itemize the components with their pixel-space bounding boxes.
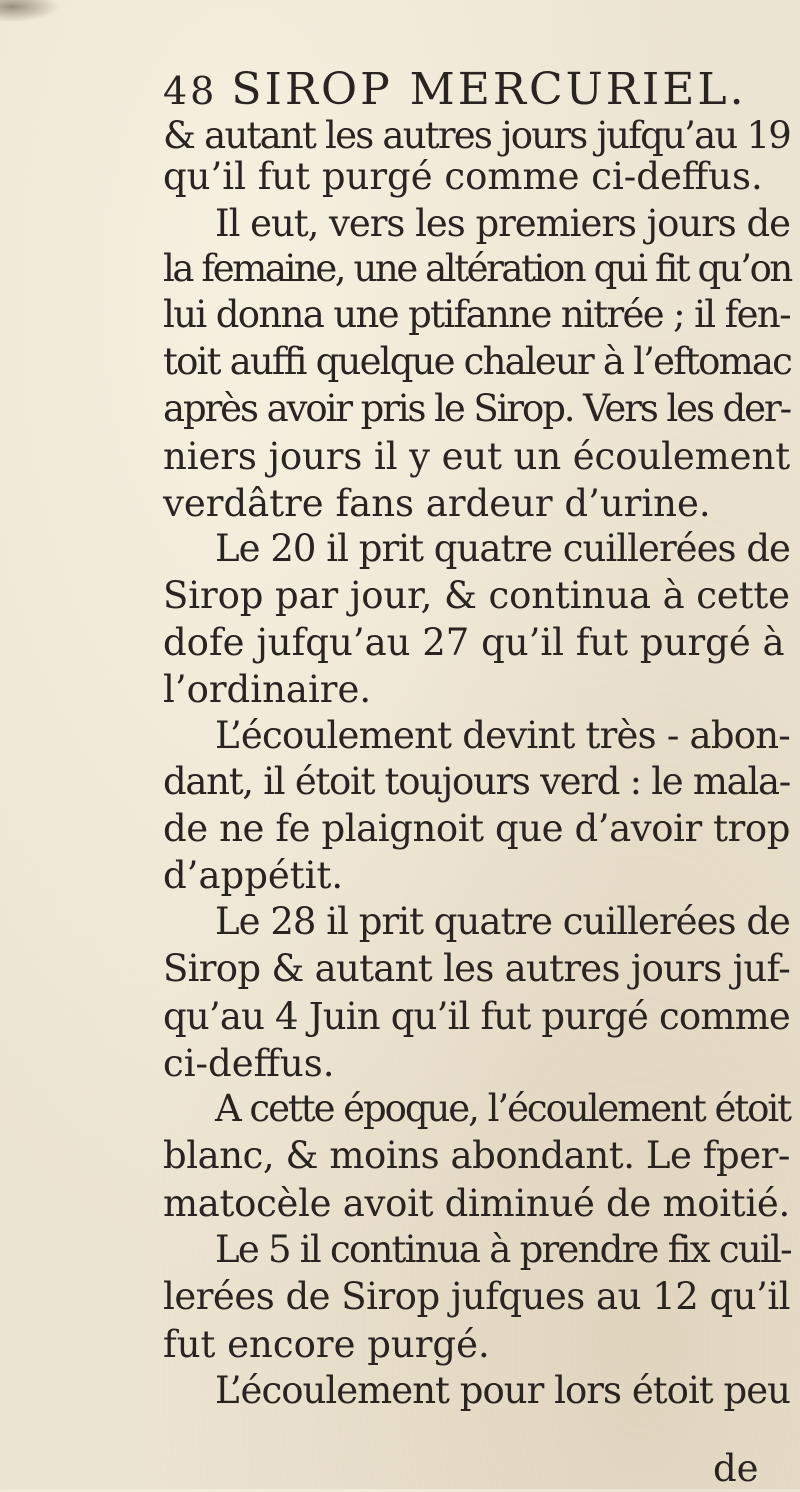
text-line: Le 28 il prit quatre cuillerées de [215,900,790,943]
text-line: L’écoulement pour lors étoit peu [215,1369,790,1412]
corner-stain [0,0,60,22]
text-line: blanc, & moins abondant. Le fper- [163,1134,790,1177]
text-line: Le 5 il continua à prendre fix cuil- [215,1228,791,1271]
text-line: ci-deffus. [163,1042,335,1085]
text-line: dofe jufqu’au 27 qu’il fut purgé à [163,621,785,664]
text-line: Sirop & autant les autres jours juf- [163,947,790,990]
page-number: 48 [163,69,218,113]
text-line: d’appétit. [163,854,344,897]
text-line: Il eut, vers les premiers jours de [215,202,790,245]
running-title: SIROP MERCURIEL. [231,64,747,115]
text-line: l’ordinaire. [163,668,372,711]
text-line: la femaine, une altération qui fit qu’on [163,247,791,290]
catchword: de [713,1447,759,1490]
text-line: après avoir pris le Sirop. Vers les der- [163,387,790,430]
text-line: niers jours il y eut un écoulement [163,435,790,478]
text-line: toit auffi quelque chaleur à l’eftomac [163,340,792,383]
text-line: lerées de Sirop jufques au 12 qu’il [163,1275,790,1318]
text-line: A cette époque, l’écoulement étoit [215,1087,790,1130]
text-line: qu’il fut purgé comme ci-deffus. [163,155,763,198]
text-line: fut encore purgé. [163,1323,490,1366]
text-line: dant, il étoit toujours verd : le mala- [163,760,790,803]
text-line: Sirop par jour, & continua à cette [163,574,790,617]
text-line: qu’au 4 Juin qu’il fut purgé comme [163,995,790,1038]
text-line: & autant les autres jours jufqu’au 19 [163,114,790,157]
text-line: L’écoulement devint très - abon- [215,714,790,757]
text-line: Le 20 il prit quatre cuillerées de [215,527,790,570]
text-line: lui donna une ptifanne nitrée ; il fen- [163,293,790,336]
text-line: matocèle avoit diminué de moitié. [163,1182,790,1225]
text-line: verdâtre fans ardeur d’urine. [163,482,711,525]
text-line: de ne fe plaignoit que d’avoir trop [163,807,790,850]
running-header [163,62,747,119]
